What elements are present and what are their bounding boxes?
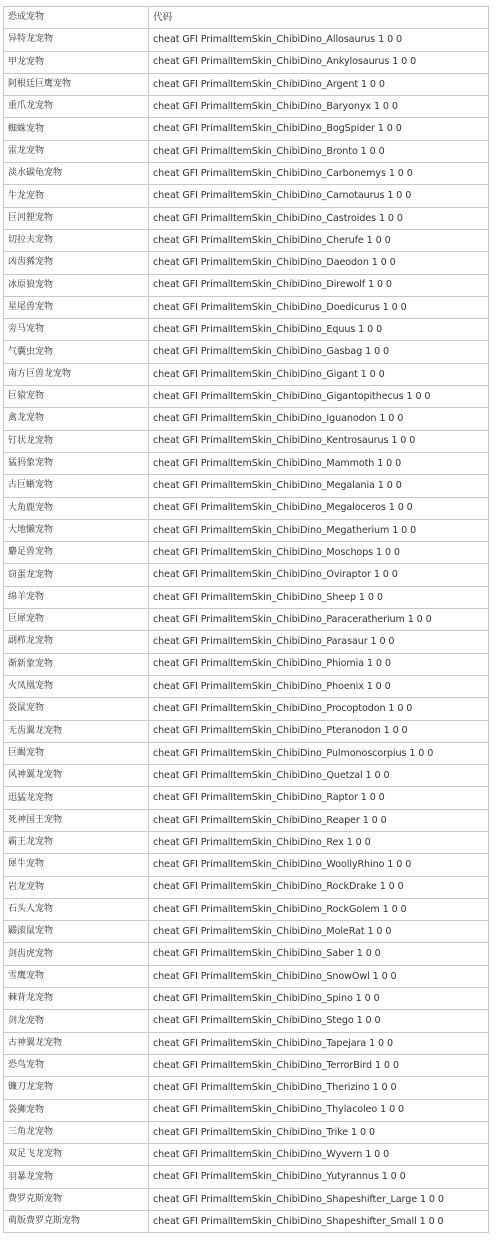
- cheat-code-cell: cheat GFI PrimalItemSkin_ChibiDino_Saber 1 0 0: [149, 943, 489, 965]
- table-row: [4, 1188, 489, 1210]
- cheat-code-cell: cheat GFI PrimalItemSkin_ChibiDino_WoollyRhino 1 0 0: [149, 854, 489, 876]
- cheat-code-cell: cheat GFI PrimalItemSkin_ChibiDino_Castroides 1 0 0: [149, 207, 489, 229]
- table-row: [4, 854, 489, 876]
- pet-name-cell: 大角鹿宠物: [4, 497, 149, 519]
- cheat-code-cell: cheat GFI PrimalItemSkin_ChibiDino_Moschops 1 0 0: [149, 542, 489, 564]
- cheat-code-cell: cheat GFI PrimalItemSkin_ChibiDino_Doedicurus 1 0 0: [149, 296, 489, 318]
- pet-name-cell: 古神翼龙宠物: [4, 1032, 149, 1054]
- pet-name-cell: 雷龙宠物: [4, 140, 149, 162]
- header-code: 代码: [149, 7, 489, 29]
- pet-name-cell: 星尾兽宠物: [4, 296, 149, 318]
- cheat-code-cell: cheat GFI PrimalItemSkin_ChibiDino_Bronto 1 0 0: [149, 140, 489, 162]
- table-row: [4, 252, 489, 274]
- pet-name-cell: 霸王龙宠物: [4, 831, 149, 853]
- pet-name-cell: 巨猿宠物: [4, 386, 149, 408]
- cheat-code-cell: cheat GFI PrimalItemSkin_ChibiDino_Baryonyx 1 0 0: [149, 96, 489, 118]
- table-row: [4, 118, 489, 140]
- table-row: [4, 1121, 489, 1143]
- cheat-code-cell: cheat GFI PrimalItemSkin_ChibiDino_Parasaur 1 0 0: [149, 631, 489, 653]
- pet-name-cell: 禽龙宠物: [4, 408, 149, 430]
- cheat-code-cell: cheat GFI PrimalItemSkin_ChibiDino_Gasbag 1 0 0: [149, 341, 489, 363]
- cheat-code-cell: cheat GFI PrimalItemSkin_ChibiDino_Stego 1 0 0: [149, 1010, 489, 1032]
- pet-name-cell: 棘背龙宠物: [4, 988, 149, 1010]
- pet-name-cell: 牛龙宠物: [4, 185, 149, 207]
- table-row: [4, 1054, 489, 1076]
- cheat-code-cell: cheat GFI PrimalItemSkin_ChibiDino_Gigant 1 0 0: [149, 363, 489, 385]
- pet-name-cell: 甲龙宠物: [4, 51, 149, 73]
- pet-name-cell: 切拉夫宠物: [4, 229, 149, 251]
- pet-name-cell: 双足飞龙宠物: [4, 1144, 149, 1166]
- pet-name-cell: 麝足兽宠物: [4, 542, 149, 564]
- table-row: [4, 988, 489, 1010]
- cheat-code-cell: cheat GFI PrimalItemSkin_ChibiDino_Procoptodon 1 0 0: [149, 698, 489, 720]
- table-row: [4, 787, 489, 809]
- table-row: [4, 564, 489, 586]
- cheat-code-cell: cheat GFI PrimalItemSkin_ChibiDino_BogSpider 1 0 0: [149, 118, 489, 140]
- pet-cheat-code-table: [3, 6, 489, 1233]
- table-row: [4, 653, 489, 675]
- table-row: [4, 1099, 489, 1121]
- pet-name-cell: 石头人宠物: [4, 898, 149, 920]
- cheat-code-cell: cheat GFI PrimalItemSkin_ChibiDino_Direwolf 1 0 0: [149, 274, 489, 296]
- table-row: [4, 29, 489, 51]
- table-row: [4, 274, 489, 296]
- cheat-code-cell: cheat GFI PrimalItemSkin_ChibiDino_Trike 1 0 0: [149, 1121, 489, 1143]
- pet-name-cell: 剑龙宠物: [4, 1010, 149, 1032]
- table-body: [4, 7, 489, 1233]
- table-row: [4, 542, 489, 564]
- cheat-code-cell: cheat GFI PrimalItemSkin_ChibiDino_Reaper 1 0 0: [149, 809, 489, 831]
- cheat-code-cell: cheat GFI PrimalItemSkin_ChibiDino_Sheep 1 0 0: [149, 586, 489, 608]
- cheat-code-cell: cheat GFI PrimalItemSkin_ChibiDino_MoleRat 1 0 0: [149, 921, 489, 943]
- table-row: [4, 408, 489, 430]
- table-row: [4, 1211, 489, 1233]
- cheat-code-cell: cheat GFI PrimalItemSkin_ChibiDino_Daeodon 1 0 0: [149, 252, 489, 274]
- cheat-code-cell: cheat GFI PrimalItemSkin_ChibiDino_Pulmonoscorpius 1 0 0: [149, 742, 489, 764]
- pet-name-cell: 钉状龙宠物: [4, 430, 149, 452]
- cheat-code-cell: cheat GFI PrimalItemSkin_ChibiDino_Iguanodon 1 0 0: [149, 408, 489, 430]
- pet-name-cell: 大地懒宠物: [4, 519, 149, 541]
- table-row: [4, 1077, 489, 1099]
- cheat-code-cell: cheat GFI PrimalItemSkin_ChibiDino_Phiomia 1 0 0: [149, 653, 489, 675]
- cheat-code-cell: cheat GFI PrimalItemSkin_ChibiDino_Cherufe 1 0 0: [149, 229, 489, 251]
- pet-name-cell: 火凤凰宠物: [4, 675, 149, 697]
- table-row: [4, 631, 489, 653]
- table-row: [4, 296, 489, 318]
- cheat-code-cell: cheat GFI PrimalItemSkin_ChibiDino_SnowOwl 1 0 0: [149, 965, 489, 987]
- table-row: [4, 876, 489, 898]
- pet-name-cell: 岩龙宠物: [4, 876, 149, 898]
- pet-name-cell: 凶齿豨宠物: [4, 252, 149, 274]
- pet-name-cell: 羽暴龙宠物: [4, 1166, 149, 1188]
- pet-name-cell: 袋狮宠物: [4, 1099, 149, 1121]
- table-row: [4, 452, 489, 474]
- pet-name-cell: 迅猛龙宠物: [4, 787, 149, 809]
- cheat-code-cell: cheat GFI PrimalItemSkin_ChibiDino_Yutyrannus 1 0 0: [149, 1166, 489, 1188]
- cheat-code-cell: cheat GFI PrimalItemSkin_ChibiDino_Carbonemys 1 0 0: [149, 163, 489, 185]
- pet-name-cell: 绵羊宠物: [4, 586, 149, 608]
- table-row: [4, 140, 489, 162]
- pet-name-cell: 巨河狸宠物: [4, 207, 149, 229]
- table-row: [4, 363, 489, 385]
- cheat-code-cell: cheat GFI PrimalItemSkin_ChibiDino_RockGolem 1 0 0: [149, 898, 489, 920]
- cheat-code-cell: cheat GFI PrimalItemSkin_ChibiDino_Shapeshifter_Small 1 0 0: [149, 1211, 489, 1233]
- table-row: [4, 720, 489, 742]
- pet-name-cell: 淡水碳龟宠物: [4, 163, 149, 185]
- pet-name-cell: 旁马宠物: [4, 319, 149, 341]
- pet-name-cell: 巨犀宠物: [4, 609, 149, 631]
- pet-name-cell: 剑齿虎宠物: [4, 943, 149, 965]
- table-row: [4, 319, 489, 341]
- table-row: [4, 430, 489, 452]
- pet-name-cell: 恐鸟宠物: [4, 1054, 149, 1076]
- cheat-code-cell: cheat GFI PrimalItemSkin_ChibiDino_Shapeshifter_Large 1 0 0: [149, 1188, 489, 1210]
- pet-name-cell: 南方巨兽龙宠物: [4, 363, 149, 385]
- cheat-code-cell: cheat GFI PrimalItemSkin_ChibiDino_Quetzal 1 0 0: [149, 765, 489, 787]
- cheat-code-cell: cheat GFI PrimalItemSkin_ChibiDino_Paraceratherium 1 0 0: [149, 609, 489, 631]
- table-row: [4, 475, 489, 497]
- pet-name-cell: 重爪龙宠物: [4, 96, 149, 118]
- table-row: [4, 609, 489, 631]
- cheat-code-cell: cheat GFI PrimalItemSkin_ChibiDino_Spino 1 0 0: [149, 988, 489, 1010]
- table-row: [4, 675, 489, 697]
- cheat-code-cell: cheat GFI PrimalItemSkin_ChibiDino_Pteranodon 1 0 0: [149, 720, 489, 742]
- pet-name-cell: 猛犸象宠物: [4, 452, 149, 474]
- cheat-code-cell: cheat GFI PrimalItemSkin_ChibiDino_Megatherium 1 0 0: [149, 519, 489, 541]
- cheat-code-cell: cheat GFI PrimalItemSkin_ChibiDino_Megalania 1 0 0: [149, 475, 489, 497]
- table-row: [4, 1144, 489, 1166]
- table-row: [4, 1010, 489, 1032]
- table-row: [4, 921, 489, 943]
- pet-name-cell: 气囊虫宠物: [4, 341, 149, 363]
- pet-name-cell: 犀牛宠物: [4, 854, 149, 876]
- table-row: [4, 898, 489, 920]
- cheat-code-cell: cheat GFI PrimalItemSkin_ChibiDino_Raptor 1 0 0: [149, 787, 489, 809]
- cheat-code-cell: cheat GFI PrimalItemSkin_ChibiDino_Megaloceros 1 0 0: [149, 497, 489, 519]
- table-row: [4, 207, 489, 229]
- pet-name-cell: 风神翼龙宠物: [4, 765, 149, 787]
- table-row: [4, 742, 489, 764]
- pet-name-cell: 古巨蜥宠物: [4, 475, 149, 497]
- cheat-code-cell: cheat GFI PrimalItemSkin_ChibiDino_Equus 1 0 0: [149, 319, 489, 341]
- cheat-code-cell: cheat GFI PrimalItemSkin_ChibiDino_Gigantopithecus 1 0 0: [149, 386, 489, 408]
- table-row: [4, 698, 489, 720]
- cheat-code-cell: cheat GFI PrimalItemSkin_ChibiDino_Tapejara 1 0 0: [149, 1032, 489, 1054]
- table-row: [4, 586, 489, 608]
- table-row: [4, 96, 489, 118]
- table-row: [4, 519, 489, 541]
- pet-name-cell: 三角龙宠物: [4, 1121, 149, 1143]
- pet-name-cell: 渐新象宠物: [4, 653, 149, 675]
- cheat-code-cell: cheat GFI PrimalItemSkin_ChibiDino_Thylacoleo 1 0 0: [149, 1099, 489, 1121]
- pet-name-cell: 巨蝎宠物: [4, 742, 149, 764]
- pet-name-cell: 副栉龙宠物: [4, 631, 149, 653]
- cheat-code-cell: cheat GFI PrimalItemSkin_ChibiDino_Kentrosaurus 1 0 0: [149, 430, 489, 452]
- cheat-code-cell: cheat GFI PrimalItemSkin_ChibiDino_Oviraptor 1 0 0: [149, 564, 489, 586]
- pet-name-cell: 无齿翼龙宠物: [4, 720, 149, 742]
- pet-name-cell: 阿根廷巨鹰宠物: [4, 73, 149, 95]
- table-row: [4, 386, 489, 408]
- table-row: [4, 809, 489, 831]
- pet-name-cell: 萌版费罗克斯宠物: [4, 1211, 149, 1233]
- table-row: [4, 943, 489, 965]
- table-row: [4, 1032, 489, 1054]
- table-header-row: [4, 7, 489, 29]
- pet-name-cell: 袋鼠宠物: [4, 698, 149, 720]
- cheat-code-cell: cheat GFI PrimalItemSkin_ChibiDino_Ankylosaurus 1 0 0: [149, 51, 489, 73]
- cheat-code-cell: cheat GFI PrimalItemSkin_ChibiDino_Allosaurus 1 0 0: [149, 29, 489, 51]
- table-row: [4, 765, 489, 787]
- table-row: [4, 163, 489, 185]
- table-row: [4, 341, 489, 363]
- table-row: [4, 965, 489, 987]
- pet-name-cell: 死神国王宠物: [4, 809, 149, 831]
- pet-name-cell: 鼹滚鼠宠物: [4, 921, 149, 943]
- cheat-code-cell: cheat GFI PrimalItemSkin_ChibiDino_Wyvern 1 0 0: [149, 1144, 489, 1166]
- table-row: [4, 1166, 489, 1188]
- table-row: [4, 497, 489, 519]
- pet-name-cell: 费罗克斯宠物: [4, 1188, 149, 1210]
- header-pet-name: 恐成宠物: [4, 7, 149, 29]
- table-row: [4, 831, 489, 853]
- cheat-code-cell: cheat GFI PrimalItemSkin_ChibiDino_Phoenix 1 0 0: [149, 675, 489, 697]
- code-table-container: [3, 6, 488, 1233]
- cheat-code-cell: cheat GFI PrimalItemSkin_ChibiDino_Carnotaurus 1 0 0: [149, 185, 489, 207]
- pet-name-cell: 异特龙宠物: [4, 29, 149, 51]
- cheat-code-cell: cheat GFI PrimalItemSkin_ChibiDino_Therizino 1 0 0: [149, 1077, 489, 1099]
- table-row: [4, 185, 489, 207]
- cheat-code-cell: cheat GFI PrimalItemSkin_ChibiDino_TerrorBird 1 0 0: [149, 1054, 489, 1076]
- pet-name-cell: 镰刀龙宠物: [4, 1077, 149, 1099]
- table-row: [4, 73, 489, 95]
- cheat-code-cell: cheat GFI PrimalItemSkin_ChibiDino_Argent 1 0 0: [149, 73, 489, 95]
- pet-name-cell: 窃蛋龙宠物: [4, 564, 149, 586]
- pet-name-cell: 蜘蛛宠物: [4, 118, 149, 140]
- cheat-code-cell: cheat GFI PrimalItemSkin_ChibiDino_Rex 1 0 0: [149, 831, 489, 853]
- cheat-code-cell: cheat GFI PrimalItemSkin_ChibiDino_Mammoth 1 0 0: [149, 452, 489, 474]
- pet-name-cell: 冰原狼宠物: [4, 274, 149, 296]
- table-row: [4, 229, 489, 251]
- cheat-code-cell: cheat GFI PrimalItemSkin_ChibiDino_RockDrake 1 0 0: [149, 876, 489, 898]
- table-row: [4, 51, 489, 73]
- pet-name-cell: 雪鹰宠物: [4, 965, 149, 987]
